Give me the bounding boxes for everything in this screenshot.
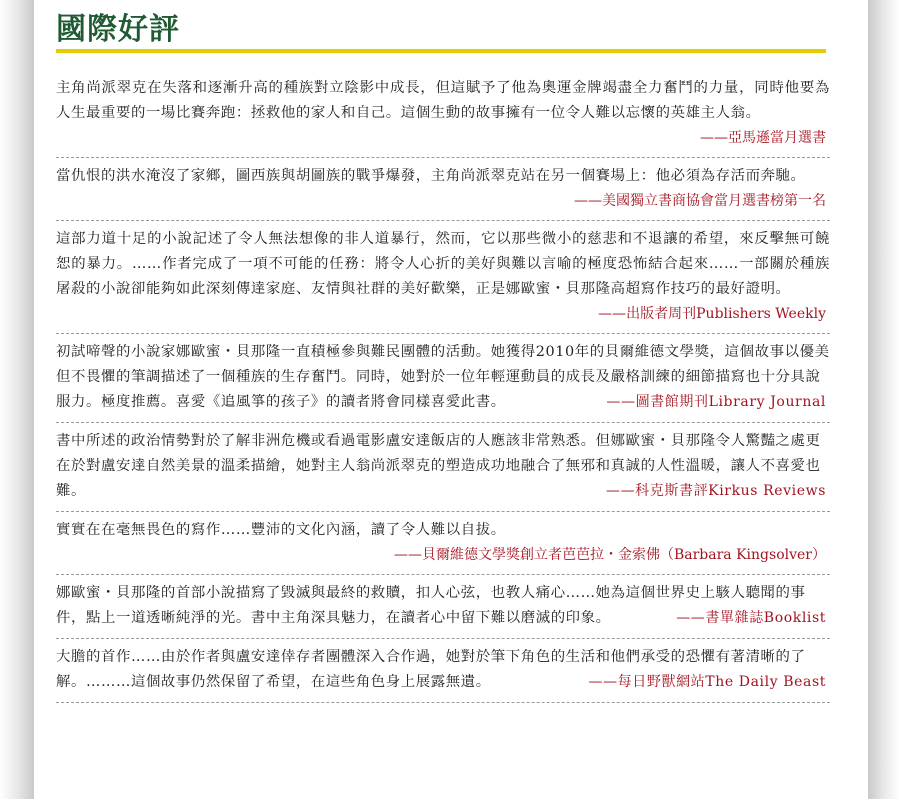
review-source: ——出版者周刊Publishers Weekly [598, 306, 826, 322]
review-text: 書中所述的政治情勢對於了解非洲危機或看過電影盧安達飯店的人應該非常熟悉。但娜歐蜜・貝那隆令人驚豔之處更在於對盧安達自然美景的溫柔描繪，她對主人翁尚派翠克的塑造成功地融合了無邪和真誠的人性溫暖，讓人不喜愛也難。 [56, 433, 821, 499]
review-source: ——美國獨立書商協會當月選書榜第一名 [574, 193, 826, 209]
review-text-with-source [56, 645, 830, 695]
left-page-shadow [0, 0, 34, 799]
content-area [56, 0, 830, 703]
review-item [56, 639, 830, 703]
review-text: 主角尚派翠克在失落和逐漸升高的種族對立陰影中成長，但這賦予了他為奧運金牌竭盡全力奮鬥的力量，同時他要為人生最重要的一場比賽奔跑：拯救他的家人和自己。這個生動的故事擁有一位令人難以忘懷的英雄主人翁。 [56, 80, 830, 121]
review-item [56, 221, 830, 334]
review-item [56, 575, 830, 639]
section-header [56, 0, 830, 54]
reviews-list [56, 70, 830, 703]
review-item [56, 70, 830, 158]
review-source: ——亞馬遜當月選書 [700, 130, 826, 146]
right-page-shadow [868, 0, 900, 799]
page [34, 0, 868, 799]
review-text: 初試啼聲的小說家娜歐蜜・貝那隆一直積極參與難民團體的活動。她獲得2010年的貝爾維德文學獎，這個故事以優美但不畏懼的筆調描述了一個種族的生存奮鬥。同時，她對於一位年輕運動員的成長及嚴格訓練的細節描寫也十分具說服力。極度推薦。喜愛《追風箏的孩子》的讀者將會同樣喜愛此書。 [56, 344, 830, 410]
review-text: 大膽的首作……由於作者與盧安達倖存者團體深入合作過，她對於筆下角色的生活和他們承受的恐懼有著清晰的了解。………這個故事仍然保留了希望，在這些角色身上展露無遺。 [56, 649, 806, 690]
review-source: ——圖書館期刊Library Journal [606, 394, 826, 410]
review-source: ——書單雜誌Booklist [676, 610, 826, 626]
review-item [56, 512, 830, 575]
review-text: 當仇恨的洪水淹沒了家鄉，圖西族與胡圖族的戰爭爆發，主角尚派翠克站在另一個賽場上：他必須為存活而奔馳。 [56, 168, 806, 184]
review-text-with-source [56, 429, 830, 504]
review-source: ——每日野獸網站The Daily Beast [588, 674, 826, 690]
review-text: 實實在在毫無畏色的寫作……豐沛的文化內涵，讀了令人難以自拔。 [56, 522, 506, 538]
review-item [56, 158, 830, 221]
review-text-with-source [56, 340, 830, 415]
review-item [56, 423, 830, 512]
review-item [56, 334, 830, 423]
title-underline [56, 49, 826, 53]
review-text: 娜歐蜜・貝那隆的首部小說描寫了毀滅與最終的救贖，扣人心弦，也教人痛心……她為這個世界史上駭人聽聞的事件，點上一道透晰純淨的光。書中主角深具魅力，在讀者心中留下難以磨滅的印象。 [56, 585, 806, 626]
section-title: 國際好評 [56, 12, 180, 47]
review-source: ——貝爾維德文學獎創立者芭芭拉・金索佛（Barbara Kingsolver） [393, 547, 826, 563]
review-text: 這部力道十足的小說記述了令人無法想像的非人道暴行，然而，它以那些微小的慈悲和不退讓的希望，來反擊無可饒恕的暴力。……作者完成了一項不可能的任務：將令人心折的美好與難以言喻的極度恐怖結合起來……一部關於種族屠殺的小說卻能夠如此深刻傳達家庭、友情與社群的美好歡樂，正是娜歐蜜・貝那隆高超寫作技巧的最好證明。 [56, 231, 830, 297]
review-source: ——科克斯書評Kirkus Reviews [605, 483, 826, 499]
review-text-with-source [56, 581, 830, 631]
